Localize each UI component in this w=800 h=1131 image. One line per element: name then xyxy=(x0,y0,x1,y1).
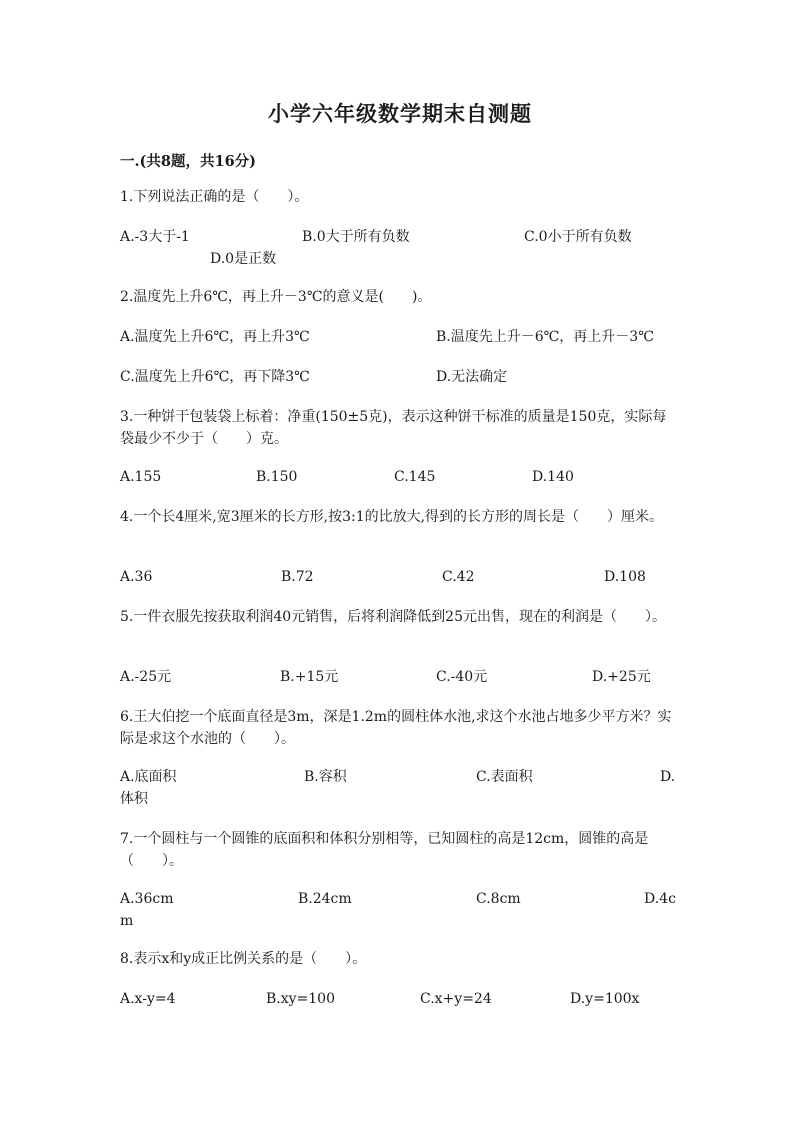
q6-option-d: D. xyxy=(660,769,676,785)
q7-option-c: C.8cm xyxy=(476,891,521,907)
q5-option-a: A.-25元 xyxy=(120,669,172,685)
question-2-stem: 2.温度先上升6℃，再上升－3℃的意义是( )。 xyxy=(120,289,432,305)
question-8-stem: 8.表示x和y成正比例关系的是（ ）。 xyxy=(120,951,367,967)
q1-option-c: C.0小于所有负数 xyxy=(524,229,632,245)
question-5-stem: 5.一件衣服先按获取利润40元销售，后将利润降低到25元出售，现在的利润是（ ）。 xyxy=(120,609,666,625)
q5-option-b: B.+15元 xyxy=(280,669,339,685)
q2-option-d: D.无法确定 xyxy=(436,369,508,385)
q8-option-d: D.y=100x xyxy=(570,991,640,1007)
q7-option-d-wrap: m xyxy=(120,913,134,929)
question-1-stem: 1.下列说法正确的是（ ）。 xyxy=(120,189,309,205)
q6-option-c: C.表面积 xyxy=(476,769,533,785)
q5-option-d: D.+25元 xyxy=(592,669,651,685)
q8-option-c: C.x+y=24 xyxy=(420,991,492,1007)
q6-option-b: B.容积 xyxy=(304,769,347,785)
q5-option-c: C.-40元 xyxy=(436,669,488,685)
q8-option-b: B.xy=100 xyxy=(266,991,335,1007)
q7-option-b: B.24cm xyxy=(298,891,352,907)
q4-option-d: D.108 xyxy=(604,569,646,585)
q7-option-a: A.36cm xyxy=(120,891,174,907)
question-6-stem: 6.王大伯挖一个底面直径是3m，深是1.2m的圆柱体水池,求这个水池占地多少平方米？实际是求这个水池的（ ）。 xyxy=(120,709,672,747)
question-3-stem: 3.一种饼干包装袋上标着：净重(150±5克)，表示这种饼干标准的质量是150克，实际每袋最少不少于（ ）克。 xyxy=(120,409,667,447)
q8-option-a: A.x-y=4 xyxy=(120,991,176,1007)
question-7-stem: 7.一个圆柱与一个圆锥的底面积和体积分别相等，已知圆柱的高是12cm，圆锥的高是（ ）。 xyxy=(120,831,649,869)
q4-option-b: B.72 xyxy=(281,569,314,585)
q6-option-d-wrap: 体积 xyxy=(120,791,148,807)
q1-option-a: A.-3大于-1 xyxy=(120,229,190,245)
section-header: 一.(共8题，共16分) xyxy=(120,153,257,170)
page-title: 小学六年级数学期末自测题 xyxy=(268,101,532,126)
q4-option-c: C.42 xyxy=(442,569,475,585)
q2-option-b: B.温度先上升－6℃，再上升－3℃ xyxy=(436,329,654,345)
question-4-stem: 4.一个长4厘米,宽3厘米的长方形,按3:1的比放大,得到的长方形的周长是（ ）厘米。 xyxy=(120,509,664,525)
q3-option-d: D.140 xyxy=(532,469,574,485)
q2-option-a: A.温度先上升6℃，再上升3℃ xyxy=(120,329,310,345)
q4-option-a: A.36 xyxy=(120,569,153,585)
q3-option-a: A.155 xyxy=(120,469,162,485)
q7-option-d: D.4c xyxy=(644,891,676,907)
q3-option-b: B.150 xyxy=(256,469,298,485)
q3-option-c: C.145 xyxy=(394,469,436,485)
q2-option-c: C.温度先上升6℃，再下降3℃ xyxy=(120,369,310,385)
q1-option-b: B.0大于所有负数 xyxy=(302,229,410,245)
q6-option-a: A.底面积 xyxy=(120,769,177,785)
q1-option-d: D.0是正数 xyxy=(210,251,277,267)
